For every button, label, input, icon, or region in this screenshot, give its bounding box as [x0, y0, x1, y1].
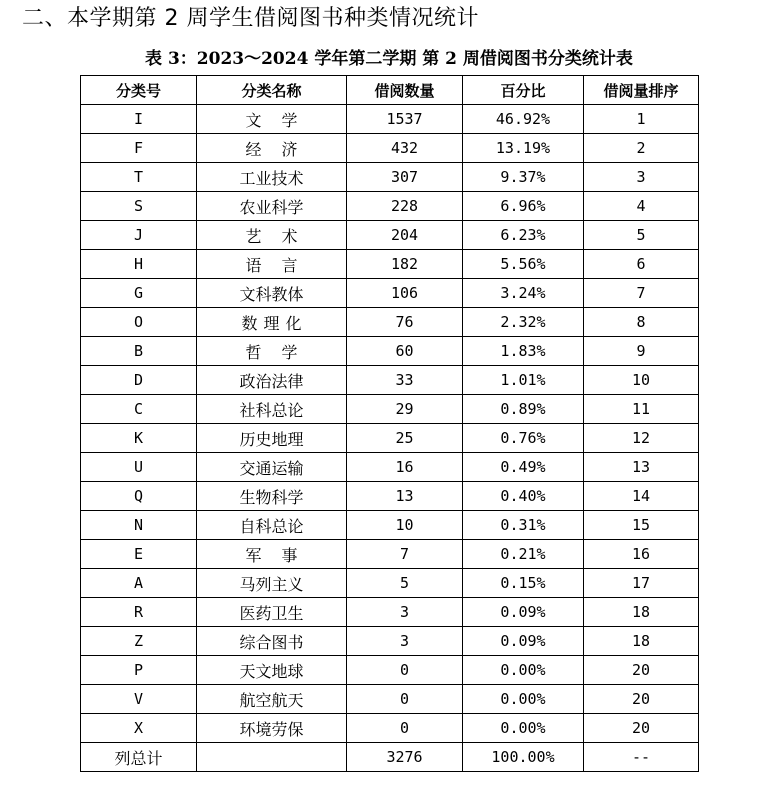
- cell-rank: 8: [584, 308, 699, 337]
- total-count: 3276: [347, 743, 463, 772]
- cell-name: 军事: [197, 540, 347, 569]
- table-row: [81, 192, 699, 221]
- table-caption: 表 3：2023～2024 学年第二学期 第 2 周借阅图书分类统计表: [145, 49, 633, 69]
- cell-percent: 0.15%: [463, 569, 584, 598]
- cell-name: 语言: [197, 250, 347, 279]
- cell-name: 哲学: [197, 337, 347, 366]
- cell-name: 天文地球: [197, 656, 347, 685]
- cell-count: 7: [347, 540, 463, 569]
- cell-name: 文科教体: [197, 279, 347, 308]
- cell-code: K: [81, 424, 197, 453]
- cell-count: 33: [347, 366, 463, 395]
- cell-rank: 20: [584, 714, 699, 743]
- cell-count: 3: [347, 598, 463, 627]
- cell-code: D: [81, 366, 197, 395]
- cell-code: A: [81, 569, 197, 598]
- cell-name: 自科总论: [197, 511, 347, 540]
- cell-count: 16: [347, 453, 463, 482]
- table-row: [81, 134, 699, 163]
- table-row: [81, 105, 699, 134]
- cell-code: H: [81, 250, 197, 279]
- table-header-row: [81, 76, 699, 105]
- cell-count: 3: [347, 627, 463, 656]
- cell-percent: 2.32%: [463, 308, 584, 337]
- cell-percent: 0.09%: [463, 627, 584, 656]
- cell-rank: 15: [584, 511, 699, 540]
- cell-name: 马列主义: [197, 569, 347, 598]
- cell-code: X: [81, 714, 197, 743]
- total-name: [197, 743, 347, 772]
- cell-percent: 0.89%: [463, 395, 584, 424]
- header-count: 借阅数量: [347, 76, 463, 105]
- cell-percent: 3.24%: [463, 279, 584, 308]
- section-heading: 二、本学期第 2 周学生借阅图书种类情况统计: [22, 6, 479, 31]
- cell-rank: 6: [584, 250, 699, 279]
- cell-percent: 0.09%: [463, 598, 584, 627]
- cell-rank: 9: [584, 337, 699, 366]
- cell-name: 艺术: [197, 221, 347, 250]
- cell-percent: 5.56%: [463, 250, 584, 279]
- cell-rank: 1: [584, 105, 699, 134]
- cell-count: 10: [347, 511, 463, 540]
- cell-count: 0: [347, 714, 463, 743]
- cell-percent: 1.01%: [463, 366, 584, 395]
- cell-count: 0: [347, 656, 463, 685]
- cell-rank: 11: [584, 395, 699, 424]
- cell-rank: 5: [584, 221, 699, 250]
- table-row: [81, 221, 699, 250]
- cell-code: C: [81, 395, 197, 424]
- cell-rank: 14: [584, 482, 699, 511]
- cell-code: F: [81, 134, 197, 163]
- cell-code: V: [81, 685, 197, 714]
- cell-rank: 7: [584, 279, 699, 308]
- cell-percent: 0.00%: [463, 656, 584, 685]
- cell-rank: 12: [584, 424, 699, 453]
- cell-rank: 18: [584, 627, 699, 656]
- table-row: [81, 714, 699, 743]
- cell-rank: 3: [584, 163, 699, 192]
- cell-rank: 20: [584, 656, 699, 685]
- table-row: [81, 395, 699, 424]
- cell-name: 航空航天: [197, 685, 347, 714]
- header-code: 分类号: [81, 76, 197, 105]
- table-row: [81, 279, 699, 308]
- cell-percent: 0.76%: [463, 424, 584, 453]
- header-name: 分类名称: [197, 76, 347, 105]
- cell-percent: 1.83%: [463, 337, 584, 366]
- cell-name: 政治法律: [197, 366, 347, 395]
- table-row: [81, 337, 699, 366]
- cell-percent: 46.92%: [463, 105, 584, 134]
- cell-count: 25: [347, 424, 463, 453]
- cell-code: E: [81, 540, 197, 569]
- table-row: [81, 308, 699, 337]
- cell-percent: 0.21%: [463, 540, 584, 569]
- cell-code: I: [81, 105, 197, 134]
- cell-rank: 13: [584, 453, 699, 482]
- cell-percent: 0.49%: [463, 453, 584, 482]
- table-row: [81, 511, 699, 540]
- table-row: [81, 482, 699, 511]
- cell-code: R: [81, 598, 197, 627]
- table-row: [81, 424, 699, 453]
- cell-code: G: [81, 279, 197, 308]
- cell-rank: 20: [584, 685, 699, 714]
- table-row: [81, 656, 699, 685]
- cell-code: U: [81, 453, 197, 482]
- cell-count: 204: [347, 221, 463, 250]
- table-row: [81, 569, 699, 598]
- cell-rank: 18: [584, 598, 699, 627]
- cell-rank: 17: [584, 569, 699, 598]
- cell-percent: 9.37%: [463, 163, 584, 192]
- cell-count: 29: [347, 395, 463, 424]
- cell-code: B: [81, 337, 197, 366]
- cell-name: 数理化: [197, 308, 347, 337]
- header-percent: 百分比: [463, 76, 584, 105]
- total-row: [81, 743, 699, 772]
- cell-count: 5: [347, 569, 463, 598]
- cell-name: 交通运输: [197, 453, 347, 482]
- cell-code: S: [81, 192, 197, 221]
- table-row: [81, 598, 699, 627]
- total-percent: 100.00%: [463, 743, 584, 772]
- cell-name: 医药卫生: [197, 598, 347, 627]
- cell-rank: 4: [584, 192, 699, 221]
- cell-count: 13: [347, 482, 463, 511]
- table-body: [81, 105, 699, 743]
- cell-name: 社科总论: [197, 395, 347, 424]
- cell-count: 228: [347, 192, 463, 221]
- cell-name: 农业科学: [197, 192, 347, 221]
- cell-count: 0: [347, 685, 463, 714]
- table-row: [81, 453, 699, 482]
- cell-count: 182: [347, 250, 463, 279]
- table-row: [81, 540, 699, 569]
- cell-rank: 2: [584, 134, 699, 163]
- cell-code: T: [81, 163, 197, 192]
- cell-code: Q: [81, 482, 197, 511]
- cell-count: 307: [347, 163, 463, 192]
- cell-code: Z: [81, 627, 197, 656]
- cell-name: 历史地理: [197, 424, 347, 453]
- cell-percent: 13.19%: [463, 134, 584, 163]
- header-rank: 借阅量排序: [584, 76, 699, 105]
- cell-name: 综合图书: [197, 627, 347, 656]
- cell-percent: 0.40%: [463, 482, 584, 511]
- cell-percent: 0.00%: [463, 685, 584, 714]
- cell-name: 生物科学: [197, 482, 347, 511]
- borrowing-stats-table: [80, 75, 699, 772]
- table-row: [81, 366, 699, 395]
- cell-code: P: [81, 656, 197, 685]
- cell-rank: 16: [584, 540, 699, 569]
- table-row: [81, 627, 699, 656]
- total-label: 列总计: [81, 743, 197, 772]
- cell-code: N: [81, 511, 197, 540]
- table-row: [81, 163, 699, 192]
- cell-name: 环境劳保: [197, 714, 347, 743]
- total-rank: --: [584, 743, 699, 772]
- table-row: [81, 685, 699, 714]
- cell-percent: 6.23%: [463, 221, 584, 250]
- cell-rank: 10: [584, 366, 699, 395]
- cell-name: 经济: [197, 134, 347, 163]
- cell-name: 文学: [197, 105, 347, 134]
- cell-percent: 0.00%: [463, 714, 584, 743]
- cell-count: 432: [347, 134, 463, 163]
- table-row: [81, 250, 699, 279]
- cell-code: O: [81, 308, 197, 337]
- cell-name: 工业技术: [197, 163, 347, 192]
- cell-percent: 0.31%: [463, 511, 584, 540]
- cell-count: 60: [347, 337, 463, 366]
- cell-count: 106: [347, 279, 463, 308]
- cell-percent: 6.96%: [463, 192, 584, 221]
- cell-count: 76: [347, 308, 463, 337]
- cell-count: 1537: [347, 105, 463, 134]
- cell-code: J: [81, 221, 197, 250]
